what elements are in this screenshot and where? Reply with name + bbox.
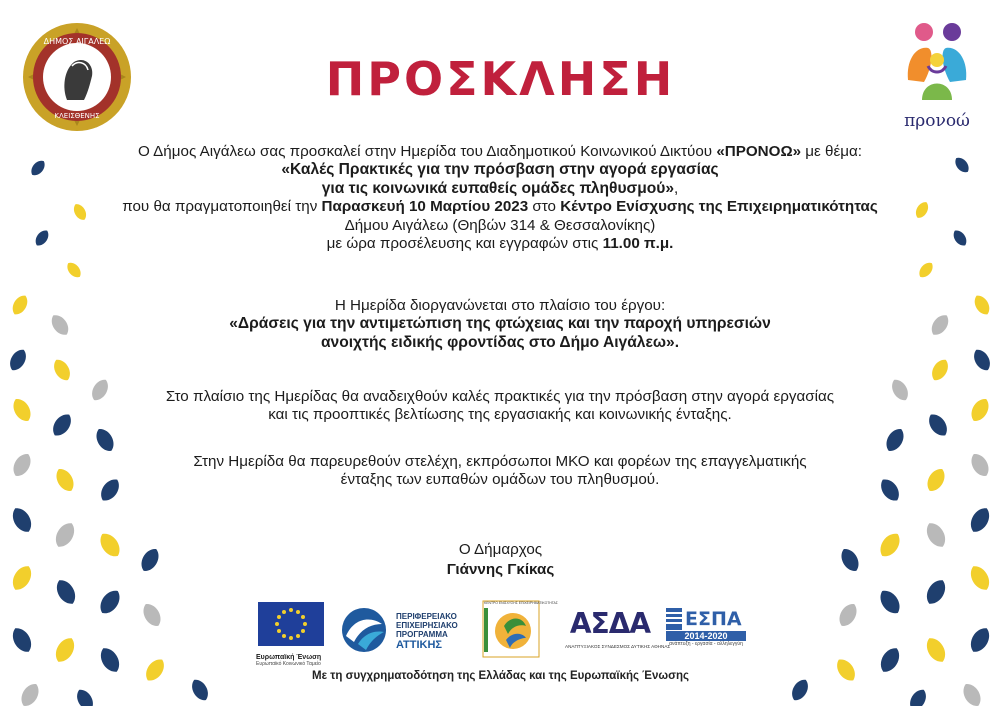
kee-logo: ΚΕΝΤΡΟ ΕΝΙΣΧΥΣΗΣ ΕΠΙΧΕΙΡΗΜΑΤΙΚΟΤΗΤΑΣ [482,600,540,662]
event-theme-line-1: «Καλές Πρακτικές για την πρόσβαση στην αγορά εργασίας [281,161,719,179]
pronoi-logo-label: προνοώ [904,111,970,131]
sponsor-logos-strip [250,600,750,667]
signature-name: Γιάννης Γκίκας [446,561,555,578]
eu-flag-logo: Ευρωπαϊκή Ένωση Ευρωπαϊκό Κοινωνικό Ταμείο [256,600,326,662]
event-time-line: με ώρα προσέλευσης και εγγραφών στις 11.00 π.μ. [326,235,674,253]
invitation-paragraph [100,143,900,253]
signature-role: Ο Δήμαρχος [458,541,543,558]
svg-text:ΚΛΕΙΣΘΕΝΗΣ: ΚΛΕΙΣΘΕΝΗΣ [54,112,100,120]
project-intro-line: Η Ημερίδα διοργανώνεται στο πλαίσιο του έργου: [334,297,666,314]
project-title-line-2: ανοιχτής ειδικής φροντίδας στο Δήμο Αιγάλεω». [320,333,680,351]
practices-paragraph: Στο πλαίσιο της Ημερίδας θα αναδειχθούν καλές πρακτικές για την πρόσβαση στην αγορά εργασίας και τις προοπτικές βελτίωσης της εργασιακής και κοινωνικής ένταξης. [165,388,835,424]
project-paragraph [100,297,900,352]
event-theme-line-2: για τις κοινωνικά ευπαθείς ομάδες πληθυσμού», [321,179,679,197]
project-title-line-1: «Δράσεις για την αντιμετώπιση της φτώχειας και την παροχή υπηρεσιών [229,315,771,333]
cofunding-note: Με τη συγχρηματοδότηση της Ελλάδας και της Ευρωπαϊκής Ένωσης [312,670,689,682]
invitation-line-1: Ο Δήμος Αιγάλεω σας προσκαλεί στην Ημερίδα του Διαδημοτικού Κοινωνικού Δικτύου «ΠΡΟΝΟΩ» με θέμα: [137,143,863,160]
attendees-paragraph: Στην Ημερίδα θα παρευρεθούν στελέχη, εκπρόσωποι ΜΚΟ και φορέων της επαγγελματικής ένταξης των ευπαθών ομάδων του πληθυσμού. [193,453,807,489]
event-date-venue-line: που θα πραγματοποιηθεί την Παρασκευή 10 Μαρτίου 2023 στο Κέντρο Ενίσχυσης της Επιχειρηματικότητας [122,198,878,216]
svg-text:ΔΗΜΟΣ ΑΙΓΑΛΕΩ: ΔΗΜΟΣ ΑΙΓΑΛΕΩ [43,37,111,46]
event-address-line: Δήμου Αιγάλεω (Θηβών 314 & Θεσσαλονίκης) [344,216,656,234]
signature-block [0,540,1001,580]
page-title: ΠΡΟΣΚΛΗΣΗ [325,52,676,106]
pep-attica-logo: ΠΕΡΙΦΕΡΕΙΑΚΟ ΕΠΙΧΕΙΡΗΣΙΑΚΟ ΠΡΟΓΡΑΜΜΑ ΑΤΤΙΚΗΣ [340,600,470,662]
asda-logo: ΑΣΔΑ ΑΝΑΠΤΥΞΙΑΚΟΣ ΣΥΝΔΕΣΜΟΣ ΔΥΤΙΚΗΣ ΑΘΗΝΑΣ [565,607,671,649]
espa-logo: ΕΣΠΑ 2014-2020 ανάπτυξη - εργασία - αλληλεγγύη [666,600,746,662]
